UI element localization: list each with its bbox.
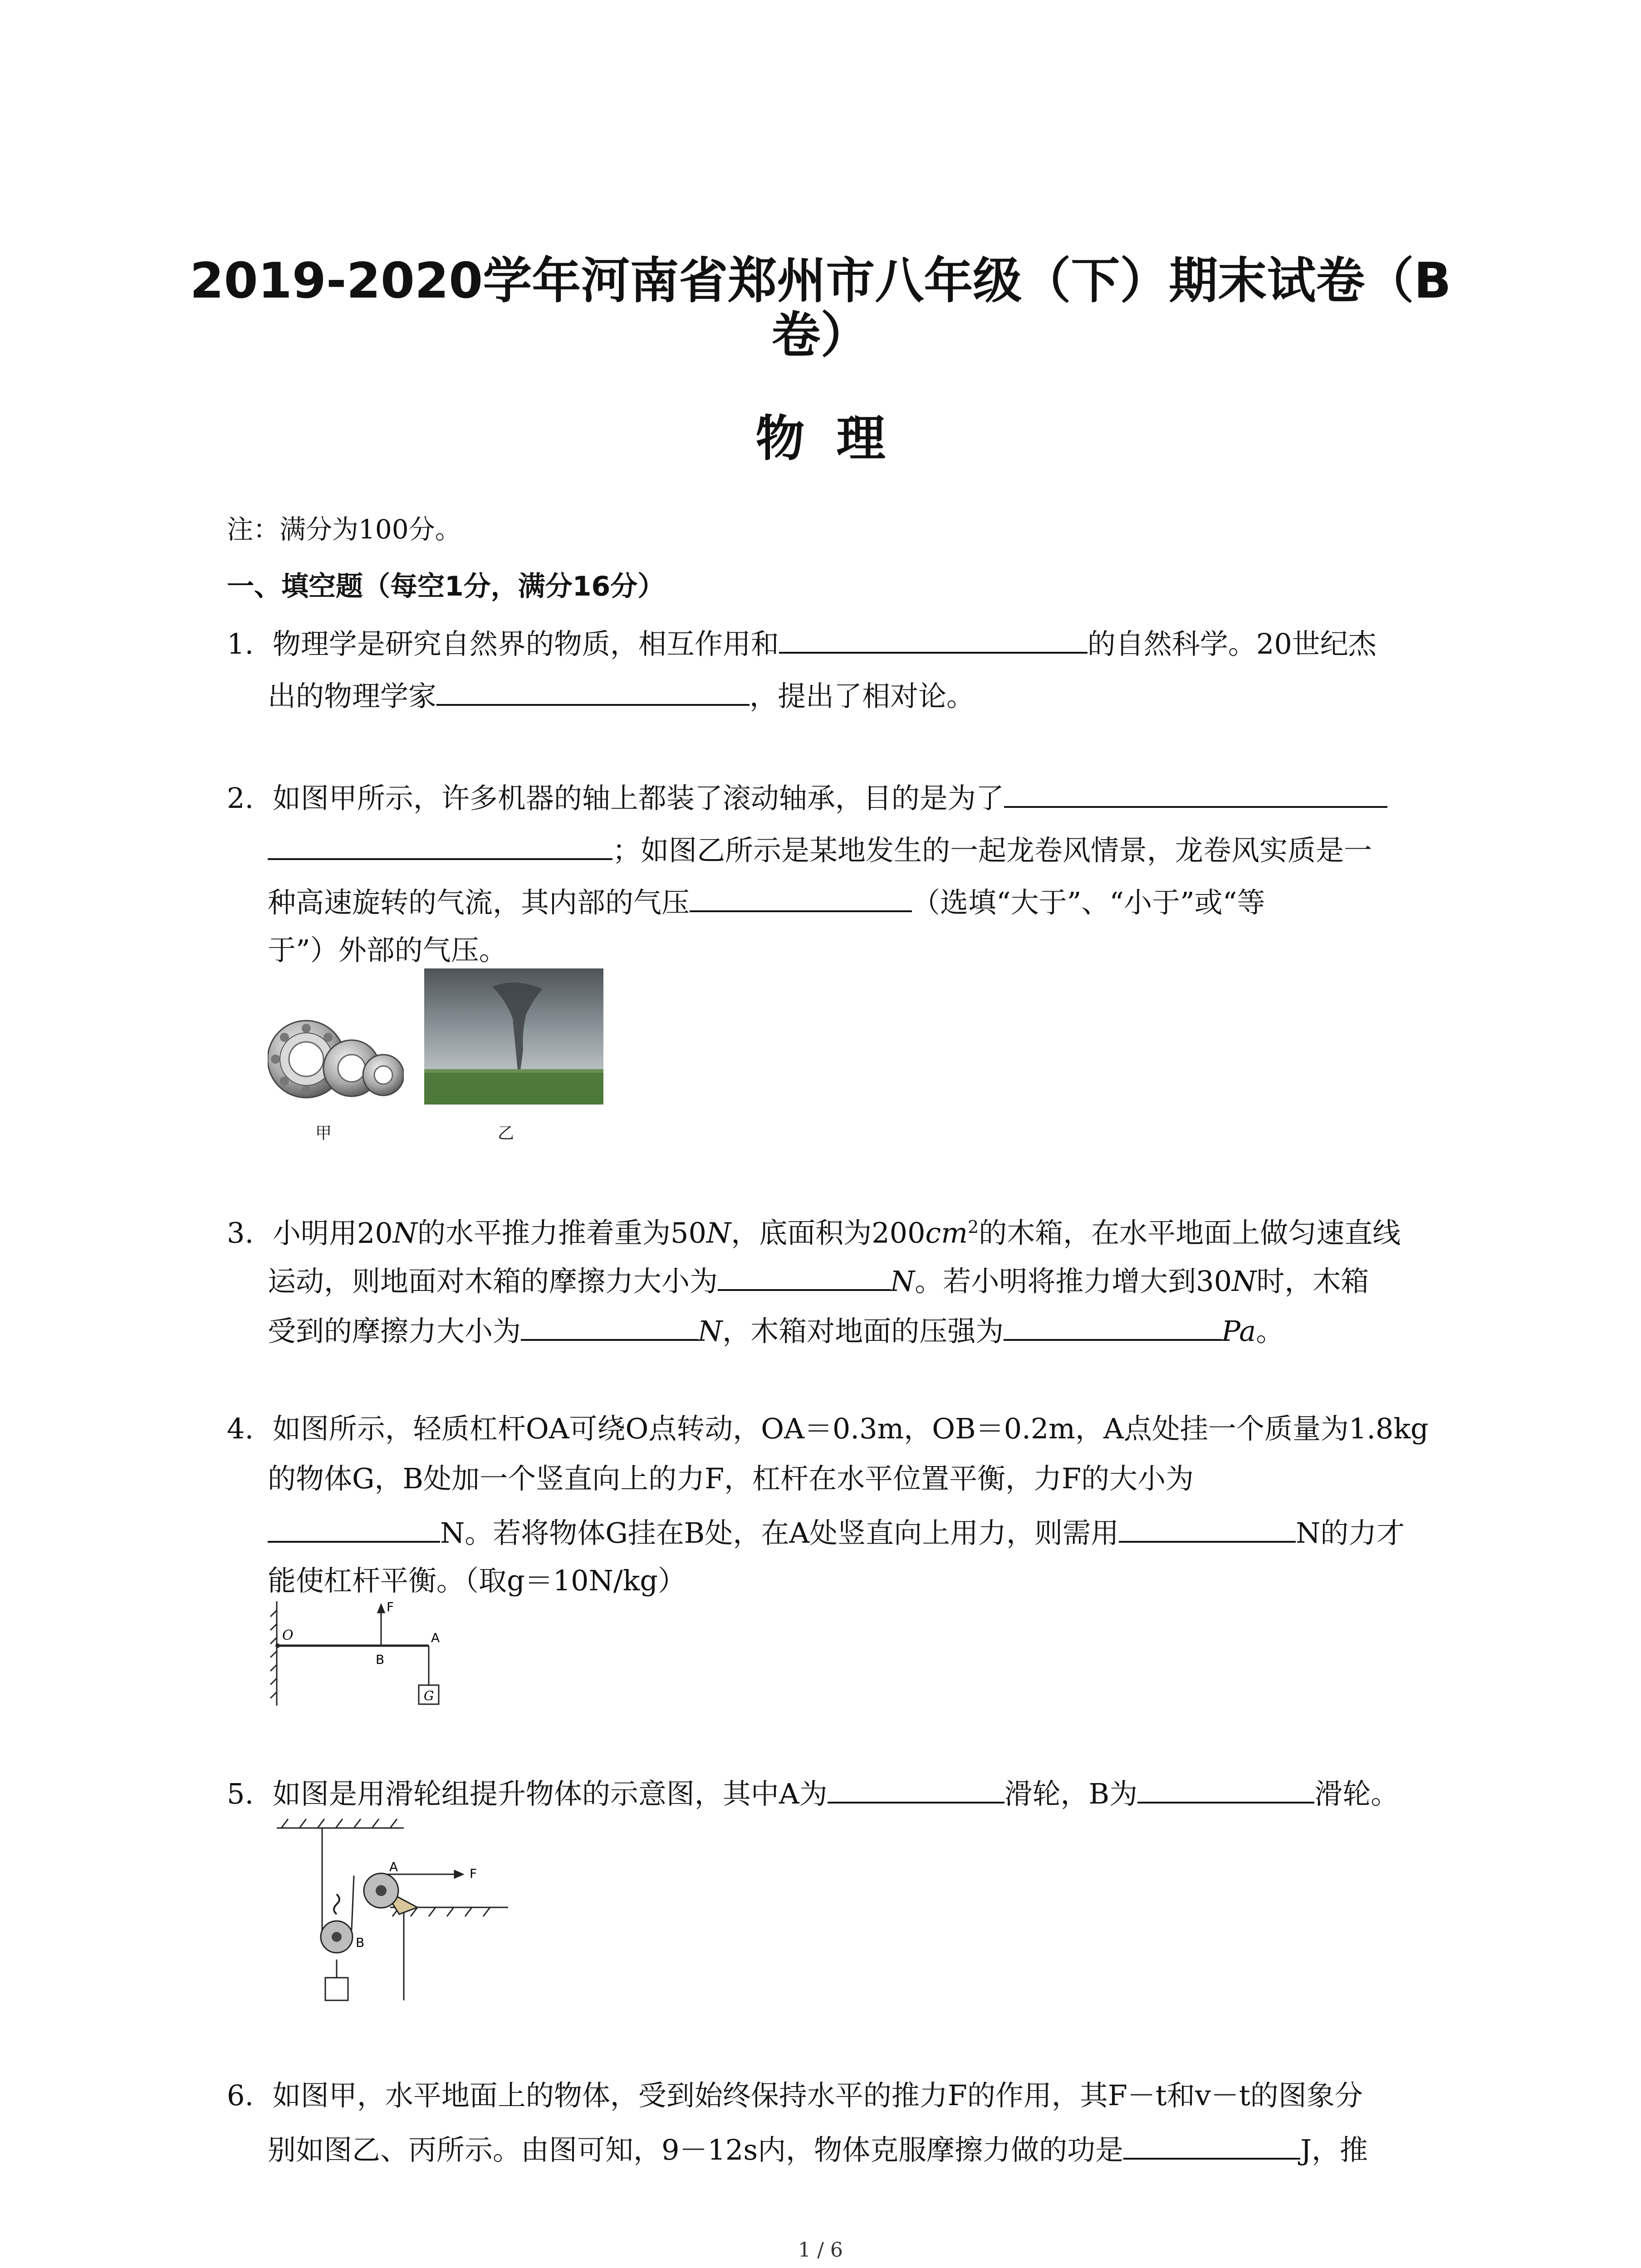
question-1-line-1 xyxy=(227,624,1376,662)
question-text: 出的物理学家 xyxy=(268,679,437,713)
question-2-line-3 xyxy=(268,882,1265,921)
question-text: 滑轮，B为 xyxy=(1004,1777,1138,1810)
answer-blank[interactable] xyxy=(268,830,612,860)
question-1-line-2 xyxy=(268,676,975,714)
label-g: G xyxy=(424,1688,434,1703)
question-text: 物理学是研究自然界的物质，相互作用和 xyxy=(272,627,779,660)
question-text: 如图所示，轻质杠杆OA可绕O点转动，OA＝0.3m，OB＝0.2m，A点处挂一个质量为1.8kg xyxy=(272,1412,1429,1445)
answer-blank[interactable] xyxy=(779,624,1087,654)
question-3-line-1 xyxy=(227,1209,1401,1251)
question-text: 如图是用滑轮组提升物体的示意图，其中A为 xyxy=(272,1777,828,1810)
question-number: 3. xyxy=(227,1216,254,1250)
question-text: 的水平推力推着重为50 xyxy=(417,1216,706,1250)
question-6-line-2 xyxy=(268,2130,1368,2168)
pulley-a xyxy=(364,1873,398,1908)
page-number: 1 / 6 xyxy=(798,2239,843,2262)
question-number: 1. xyxy=(227,627,254,660)
page-title: 2019-2020学年河南省郑州市八年级（下）期末试卷（B xyxy=(190,253,1451,309)
figure-caption-b: 乙 xyxy=(498,1124,514,1143)
lever-diagram xyxy=(268,1592,458,1715)
question-text: ；如图乙所示是某地发生的一起龙卷风情景，龙卷风实质是一 xyxy=(612,834,1372,867)
question-2-line-4: 于”）外部的气压。 xyxy=(268,934,507,967)
pivot xyxy=(275,1643,280,1648)
answer-blank[interactable] xyxy=(1137,1774,1314,1804)
question-text: J，推 xyxy=(1300,2133,1368,2166)
unit: N xyxy=(1232,1265,1257,1298)
unit: Pa xyxy=(1221,1315,1256,1348)
question-2-line-2 xyxy=(268,830,1372,869)
answer-blank[interactable] xyxy=(1123,2130,1300,2160)
pulley-b xyxy=(321,1894,353,1953)
question-text: 滑轮。 xyxy=(1314,1777,1399,1810)
question-4-line-4: 能使杠杆平衡。（取g＝10N/kg） xyxy=(268,1564,686,1597)
question-text: ，提出了相对论。 xyxy=(749,679,975,713)
question-text: 。 xyxy=(1256,1315,1284,1348)
pulley-diagram xyxy=(268,1810,522,2019)
answer-blank[interactable] xyxy=(436,676,749,706)
question-text: 时，木箱 xyxy=(1256,1265,1369,1298)
question-text: N。若将物体G挂在B处，在A处竖直向上用力，则需用 xyxy=(440,1516,1119,1549)
question-text: 受到的摩擦力大小为 xyxy=(268,1315,521,1348)
question-text: 如图甲所示，许多机器的轴上都装了滚动轴承，目的是为了 xyxy=(272,782,1004,815)
question-6-line-1 xyxy=(227,2077,1363,2114)
question-text: 别如图乙、丙所示。由图可知，9－12s内，物体克服摩擦力做的功是 xyxy=(268,2133,1124,2166)
label-a: A xyxy=(431,1630,440,1645)
question-text: （选填“大于”、“小于”或“等 xyxy=(912,886,1265,919)
unit: N xyxy=(706,1216,731,1250)
answer-blank[interactable] xyxy=(718,1261,890,1291)
question-text: N的力才 xyxy=(1296,1516,1405,1549)
question-4-line-3 xyxy=(268,1513,1405,1551)
answer-blank[interactable] xyxy=(1119,1513,1296,1543)
answer-blank[interactable] xyxy=(1004,778,1387,808)
question-text: 。若小明将推力增大到30 xyxy=(915,1265,1232,1298)
answer-blank[interactable] xyxy=(828,1774,1004,1804)
label-b: B xyxy=(356,1935,365,1950)
load-box xyxy=(325,1978,348,2000)
page-title-line2: 卷） xyxy=(771,307,870,364)
label-b: B xyxy=(376,1652,385,1667)
question-4-line-2: 的物体G，B处加一个竖直向上的力F，杠杆在水平位置平衡，力F的大小为 xyxy=(268,1462,1194,1495)
label-o: O xyxy=(282,1628,294,1643)
question-text: 种高速旋转的气流，其内部的气压 xyxy=(268,886,690,919)
question-3-line-2 xyxy=(268,1261,1369,1300)
subject-heading: 物理 xyxy=(755,411,917,467)
label-a: A xyxy=(389,1859,398,1874)
answer-blank[interactable] xyxy=(1004,1311,1221,1341)
score-note: 注：满分为100分。 xyxy=(227,514,461,545)
question-number: 6. xyxy=(227,2079,254,2112)
question-text: 运动，则地面对木箱的摩擦力大小为 xyxy=(268,1265,718,1298)
unit: N xyxy=(392,1216,418,1250)
label-f: F xyxy=(470,1866,477,1881)
question-5-line-1 xyxy=(227,1774,1399,1812)
force-arrow xyxy=(455,1871,463,1878)
answer-blank[interactable] xyxy=(690,882,912,912)
question-text: 的木箱，在水平地面上做匀速直线 xyxy=(979,1216,1401,1250)
superscript: 2 xyxy=(968,1217,979,1237)
question-number: 4. xyxy=(227,1412,254,1445)
question-text: 如图甲，水平地面上的物体，受到始终保持水平的推力F的作用，其F－t和v－t的图象分 xyxy=(272,2079,1363,2112)
question-3-line-3 xyxy=(268,1311,1284,1349)
section-heading: 一、填空题（每空1分，满分16分） xyxy=(227,571,665,602)
tornado-image xyxy=(424,968,603,1105)
unit: N xyxy=(890,1265,915,1298)
answer-blank[interactable] xyxy=(521,1311,698,1341)
rope-middle xyxy=(352,1876,354,1930)
question-number: 5. xyxy=(227,1777,254,1810)
bearing-small xyxy=(363,1055,404,1095)
label-f: F xyxy=(387,1599,394,1614)
question-4-line-1 xyxy=(227,1411,1429,1447)
unit: cm xyxy=(925,1216,968,1250)
question-text: ，木箱对地面的压强为 xyxy=(722,1315,1004,1348)
question-text: 小明用20 xyxy=(272,1216,393,1250)
question-text: ，底面积为200 xyxy=(731,1216,926,1250)
bearing-image xyxy=(268,1005,404,1109)
answer-blank[interactable] xyxy=(268,1513,440,1543)
question-2-line-1 xyxy=(227,778,1387,816)
unit: N xyxy=(698,1315,723,1348)
figure-caption-a: 甲 xyxy=(315,1124,332,1143)
question-text: 的自然科学。20世纪杰 xyxy=(1087,627,1376,660)
question-number: 2. xyxy=(227,782,254,815)
